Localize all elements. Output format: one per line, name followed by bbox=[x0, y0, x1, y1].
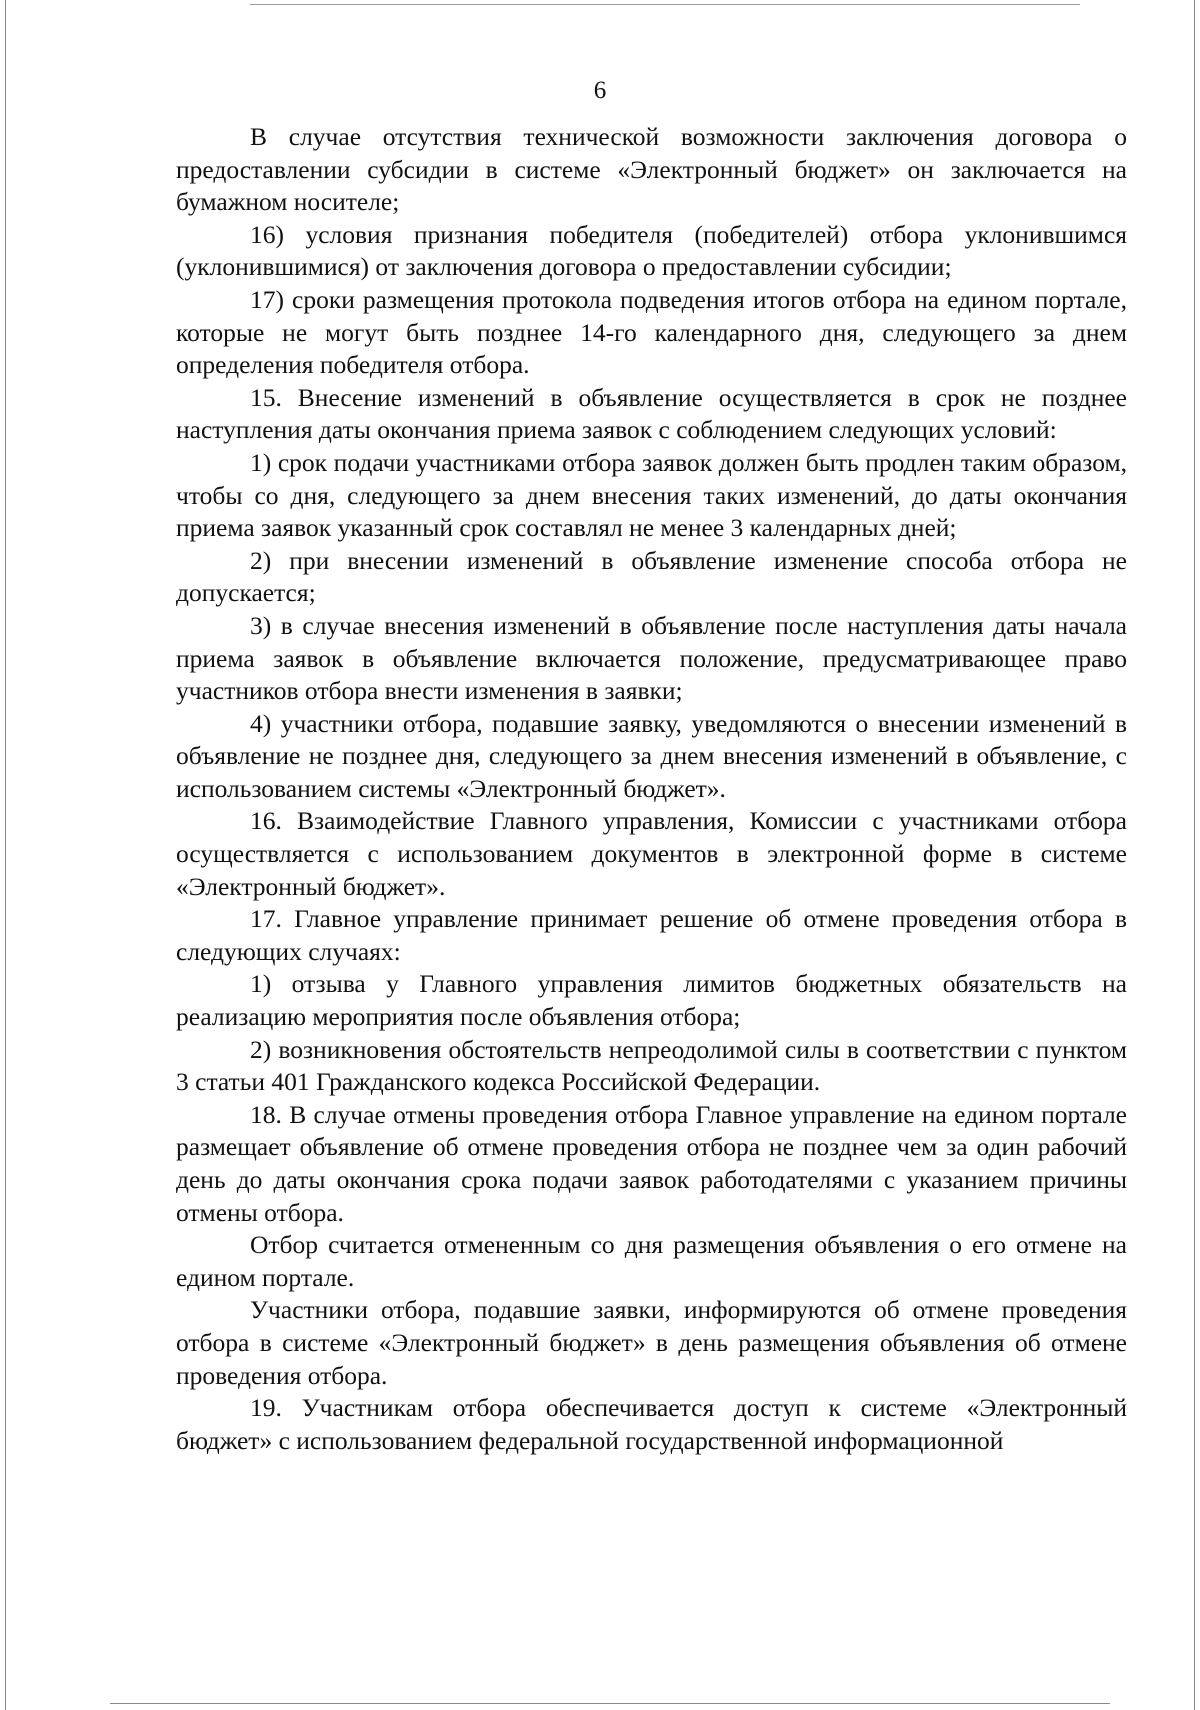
paragraph: 2) при внесении изменений в объявление изменение способа отбора не допускается; bbox=[176, 545, 1127, 608]
paragraph: 2) возникновения обстоятельств непреодолимой силы в соответствии с пунктом 3 статьи 401 Гражданского кодекса Российской Федерации. bbox=[176, 1034, 1127, 1097]
paragraph: 19. Участникам отбора обеспечивается доступ к системе «Электронный бюджет» с использованием федеральной государственной информационной bbox=[176, 1393, 1127, 1455]
document-body bbox=[176, 121, 1127, 1457]
paragraph: 16. Взаимодействие Главного управления, Комиссии с участниками отбора осуществляется с использованием документов в электронной форме в системе «Электронный бюджет». bbox=[176, 806, 1127, 901]
paragraph: 15. Внесение изменений в объявление осуществляется в срок не позднее наступления даты окончания приема заявок с соблюдением следующих условий: bbox=[176, 382, 1127, 445]
paragraph: Участники отбора, подавшие заявки, информируются об отмене проведения отбора в системе «Электронный бюджет» в день размещения объявления об отмене проведения отбора. bbox=[176, 1295, 1127, 1390]
scan-edge-top bbox=[250, 4, 1080, 5]
paragraph: 16) условия признания победителя (победителей) отбора уклонившимся (уклонившимися) от заключения договора о предоставлении субсидии; bbox=[176, 219, 1127, 282]
paragraph: 3) в случае внесения изменений в объявление после наступления даты начала приема заявок в объявление включается положение, предусматривающее право участников отбора внести изменения в заявки; bbox=[176, 610, 1127, 706]
paragraph: 17) сроки размещения протокола подведения итогов отбора на едином портале, которые не могут быть позднее 14-го календарного дня, следующего за днем определения победителя отбора. bbox=[176, 284, 1127, 380]
scan-edge-right bbox=[1194, 0, 1195, 1710]
paragraph: 1) отзыва у Главного управления лимитов бюджетных обязательств на реализацию мероприятия после объявления отбора; bbox=[176, 969, 1127, 1032]
paragraph: 18. В случае отмены проведения отбора Главное управление на едином портале размещает объявление об отмене проведения отбора не позднее чем за один рабочий день до даты окончания срока подачи заявок работодателями с указанием причины отмены отбора. bbox=[176, 1099, 1127, 1227]
paragraph: 17. Главное управление принимает решение об отмене проведения отбора в следующих случаях: bbox=[176, 904, 1127, 966]
scan-edge-left bbox=[5, 0, 6, 1710]
paragraph: 4) участники отбора, подавшие заявку, уведомляются о внесении изменений в объявление не позднее дня, следующего за днем внесения изменений в объявление, с использованием системы «Электронный бюджет». bbox=[176, 708, 1127, 803]
paragraph: В случае отсутствия технической возможности заключения договора о предоставлении субсидии в системе «Электронный бюджет» он заключается на бумажном носителе; bbox=[176, 122, 1127, 217]
scan-edge-bottom bbox=[110, 1703, 1110, 1704]
page-number: 6 bbox=[593, 77, 607, 104]
paragraph: 1) срок подачи участниками отбора заявок должен быть продлен таким образом, чтобы со дня, следующего за днем внесения таких изменений, до даты окончания приема заявок указанный срок составлял не менее 3 календарных дней; bbox=[176, 447, 1127, 543]
paragraph: Отбор считается отмененным со дня размещения объявления о его отмене на едином портале. bbox=[176, 1230, 1127, 1292]
